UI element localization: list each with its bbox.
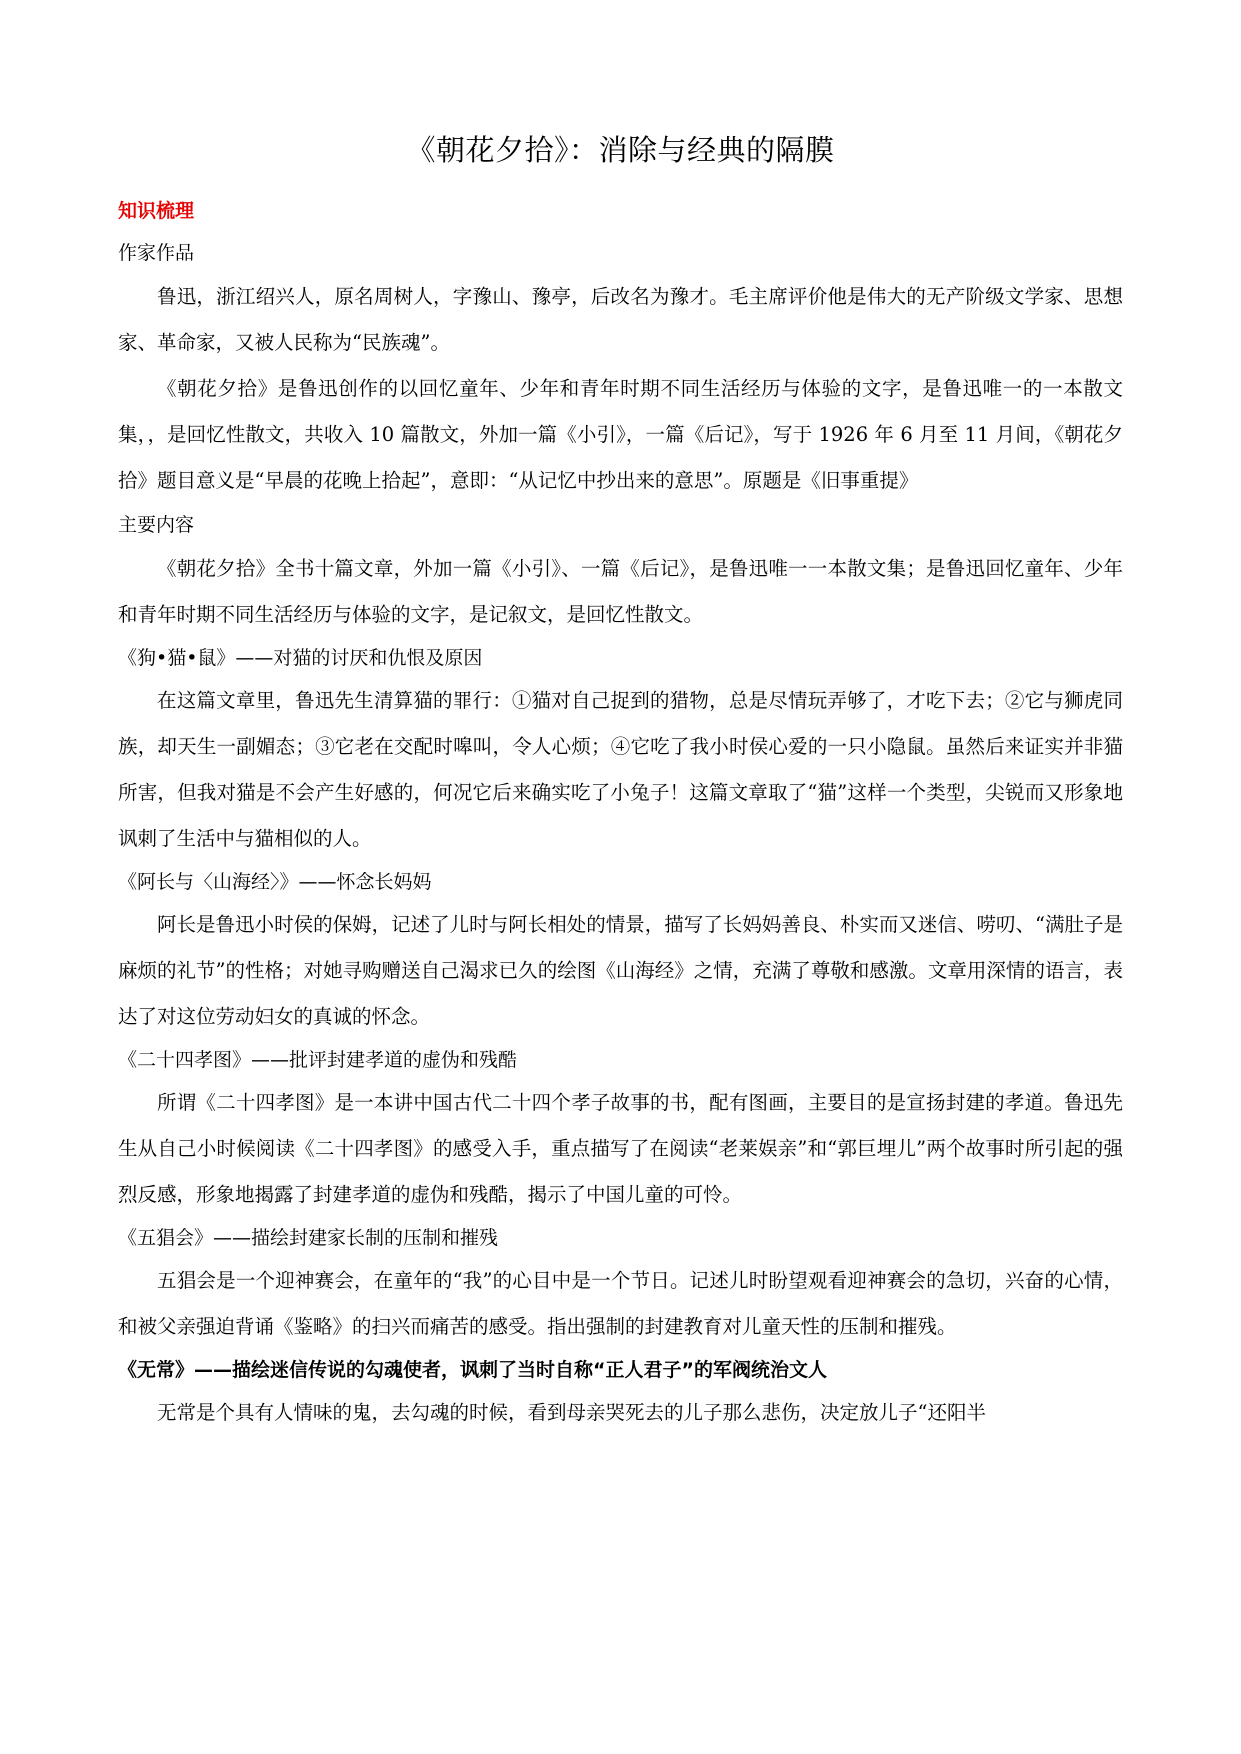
subhead-wuchang-fair: 《五猖会》——描绘封建家长制的压制和摧残 (118, 1227, 499, 1249)
paragraph-wuchang: 无常是个具有人情味的鬼，去勾魂的时候，看到母亲哭死去的儿子那么悲伤，决定放儿子“还阳半 (157, 1401, 986, 1424)
document-title: 《朝花夕拾》：消除与经典的隔膜 (406, 133, 835, 167)
subhead-ah-chang: 《阿长与〈山海经〉》——怀念长妈妈 (118, 871, 432, 893)
paragraph-book-intro: 《朝花夕拾》是鲁迅创作的以回忆童年、少年和青年时期不同生活经历与体验的文字，是鲁迅唯一的一本散文集，，是回忆性散文，共收入 10 篇散文，外加一篇《小引》，一篇《后记》，写于 1926 年 6 月至 11 月间，《朝花夕拾》题目意义是“早晨的花晚上拾起”，意即：“从记忆中抄出来的意思”。原题是《旧事重提》 (118, 377, 1123, 492)
subhead-wuchang: 《无常》——描绘迷信传说的勾魂使者，讽刺了当时自称“正人君子”的军阀统治文人 (118, 1359, 827, 1381)
subhead-24-filial: 《二十四孝图》——批评封建孝道的虚伪和残酷 (118, 1049, 518, 1071)
paragraph-wuchang-fair: 五猖会是一个迎神赛会，在童年的“我”的心目中是一个节日。记述儿时盼望观看迎神赛会的急切，兴奋的心情，和被父亲强迫背诵《鉴略》的扫兴而痛苦的感受。指出强制的封建教育对儿童天性的压制和摧残。 (118, 1269, 1123, 1338)
document-page (118, 128, 1123, 1436)
paragraph-dog-cat-mouse: 在这篇文章里，鲁迅先生清算猫的罪行：①猫对自己捉到的猎物，总是尽情玩弄够了，才吃下去；②它与狮虎同族，却天生一副媚态；③它老在交配时嗥叫，令人心烦；④它吃了我小时侯心爱的一只小隐鼠。虽然后来证实并非猫所害，但我对猫是不会产生好感的，何况它后来确实吃了小兔子！这篇文章取了“猫”这样一个类型，尖锐而又形象地讽刺了生活中与猫相似的人。 (118, 689, 1123, 850)
paragraph-author-bio: 鲁迅，浙江绍兴人，原名周树人，字豫山、豫亭，后改名为豫才。毛主席评价他是伟大的无产阶级文学家、思想家、革命家，又被人民称为“民族魂”。 (118, 285, 1123, 354)
paragraph-24-filial: 所谓《二十四孝图》是一本讲中国古代二十四个孝子故事的书，配有图画，主要目的是宣扬封建的孝道。鲁迅先生从自己小时候阅读《二十四孝图》的感受入手，重点描写了在阅读“老莱娱亲”和“郭巨埋儿”两个故事时所引起的强烈反感，形象地揭露了封建孝道的虚伪和残酷，揭示了中国儿童的可怜。 (118, 1091, 1123, 1206)
subhead-dog-cat-mouse: 《狗•猫•鼠》——对猫的讨厌和仇恨及原因 (118, 647, 483, 669)
heading-author-works: 作家作品 (118, 242, 195, 264)
paragraph-main-content: 《朝花夕拾》全书十篇文章，外加一篇《小引》、一篇《后记》，是鲁迅唯一一本散文集；是鲁迅回忆童年、少年和青年时期不同生活经历与体验的文字，是记叙文，是回忆性散文。 (118, 557, 1123, 626)
section-label-knowledge: 知识梳理 (118, 200, 195, 222)
heading-main-content: 主要内容 (118, 514, 195, 536)
paragraph-ah-chang: 阿长是鲁迅小时侯的保姆，记述了儿时与阿长相处的情景，描写了长妈妈善良、朴实而又迷信、唠叨、“满肚子是麻烦的礼节”的性格；对她寻购赠送自己渴求已久的绘图《山海经》之情，充满了尊敬和感激。文章用深情的语言，表达了对这位劳动妇女的真诚的怀念。 (118, 913, 1123, 1028)
